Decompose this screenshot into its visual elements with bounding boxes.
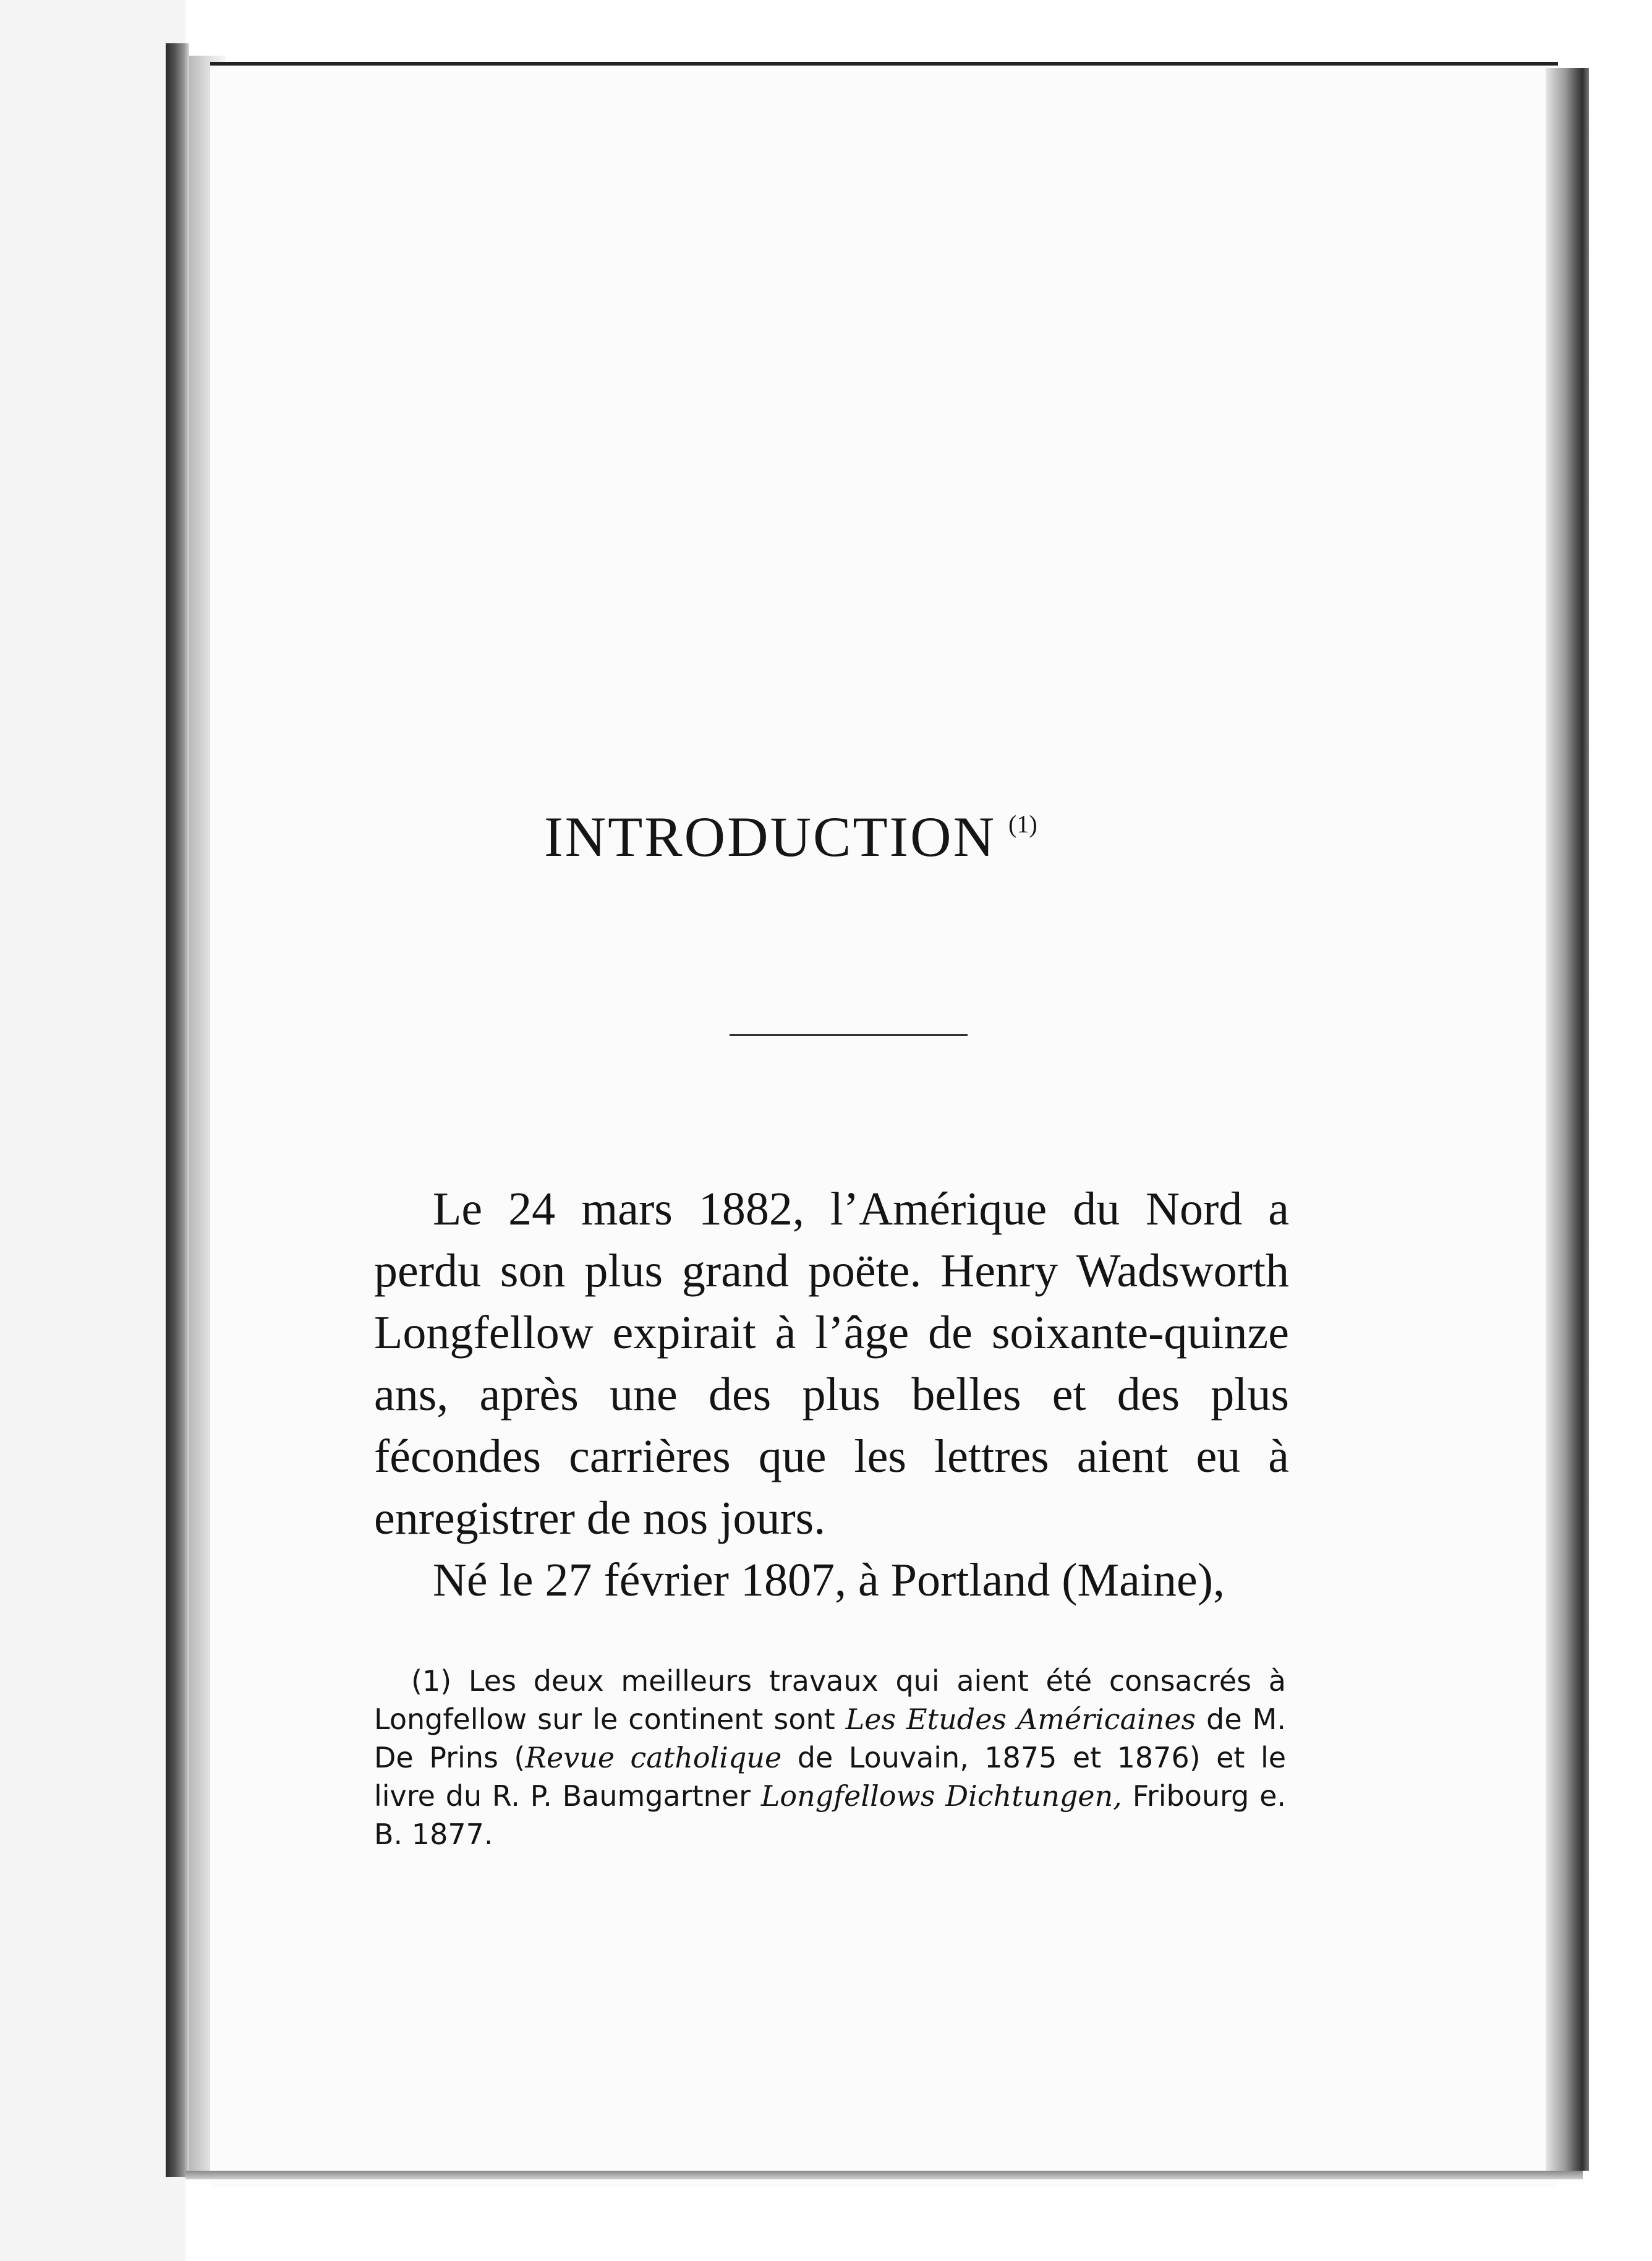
footnote-paragraph <box>374 1662 1286 1853</box>
footnote-title-2: Revue catholique <box>525 1741 782 1774</box>
page-bottom-edge <box>185 2171 1583 2179</box>
footnote-title-1: Les Etudes Américaines <box>845 1703 1196 1736</box>
footnote-text-1: Les deux meilleurs travaux qui aient été consacrés à Longfellow sur le continent sont <box>374 1664 1286 1736</box>
footnote-text-2: de M. De Prins ( <box>374 1703 1286 1774</box>
footnote-text-3: de Louvain, 1875 et 1876) et le livre du R. P. Baumgartner <box>374 1741 1287 1813</box>
chapter-heading <box>544 804 1162 870</box>
paragraph-1: Le 24 mars 1882, l’Amérique du Nord a perdu son plus grand poëte. Henry Wadsworth Longfellow expirait à l’âge de soixante-quinze ans, après une des plus belles et des plus fécondes carrières que les lettres aient eu à enregistrer de nos jours. <box>374 1183 1289 1544</box>
heading-divider <box>730 1034 968 1036</box>
footnote-reference: (1) <box>1008 810 1037 838</box>
body-text <box>374 1178 1289 1611</box>
footnote-marker: (1) <box>411 1664 452 1698</box>
page-right-edge <box>1546 68 1589 2171</box>
book-spine-shadow <box>166 43 189 2177</box>
footnote <box>374 1662 1286 1853</box>
chapter-title: INTRODUCTION <box>544 805 997 868</box>
book-page <box>210 62 1558 2187</box>
paragraph-2: Né le 27 février 1807, à Portland (Maine), <box>433 1554 1225 1606</box>
footnote-text-4: Fribourg e. B. 1877. <box>374 1779 1287 1851</box>
facing-page-edge <box>0 0 185 2261</box>
footnote-title-3: Longfellows Dichtungen, <box>760 1779 1122 1813</box>
